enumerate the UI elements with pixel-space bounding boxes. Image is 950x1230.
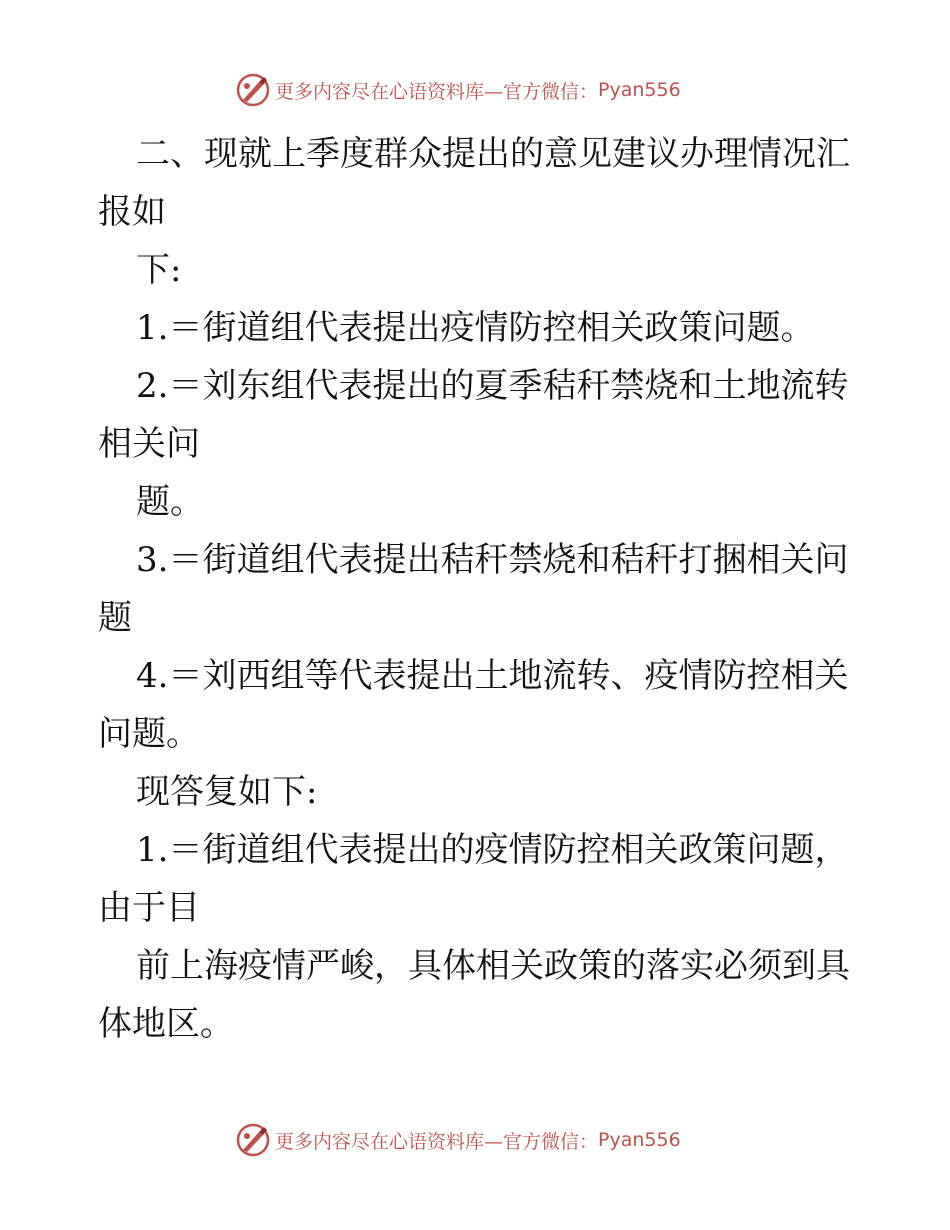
paragraph-line: 前上海疫情严峻，具体相关政策的落实必须到具 [136, 946, 850, 986]
paragraph-line: 报如 [98, 192, 166, 232]
paragraph-line: 由于目 [98, 888, 200, 928]
paragraph-line: 体地区。 [98, 1004, 234, 1044]
paragraph-line: 下: [136, 250, 182, 290]
list-item: 3.＝街道组代表提出秸秆禁烧和秸秆打捆相关问 [136, 540, 849, 580]
list-item: 4.＝刘西组等代表提出土地流转、疫情防控相关 [136, 656, 849, 696]
paragraph-line: 相关问 [98, 424, 200, 464]
watermark-banner-top [235, 72, 681, 108]
watermark-banner-bottom [235, 1122, 681, 1158]
watermark-handle: Pyan556 [598, 1129, 681, 1151]
watermark-handle: Pyan556 [598, 79, 681, 101]
reply-heading: 现答复如下: [136, 772, 318, 812]
list-item: 1.＝街道组代表提出的疫情防控相关政策问题， [136, 830, 849, 870]
watermark-text: 更多内容尽在心语资料库—官方微信： [275, 1130, 599, 1153]
list-item: 1.＝街道组代表提出疫情防控相关政策问题。 [136, 308, 815, 348]
pen-logo-icon [235, 72, 271, 108]
pen-logo-icon [235, 1122, 271, 1158]
document-body [98, 125, 858, 1053]
paragraph-line: 问题。 [98, 714, 200, 754]
watermark-text: 更多内容尽在心语资料库—官方微信： [275, 80, 599, 103]
paragraph-line: 题 [98, 598, 132, 638]
paragraph-line: 题。 [136, 482, 204, 522]
paragraph-line: 二、现就上季度群众提出的意见建议办理情况汇 [136, 134, 850, 174]
list-item: 2.＝刘东组代表提出的夏季秸秆禁烧和土地流转 [136, 366, 849, 406]
